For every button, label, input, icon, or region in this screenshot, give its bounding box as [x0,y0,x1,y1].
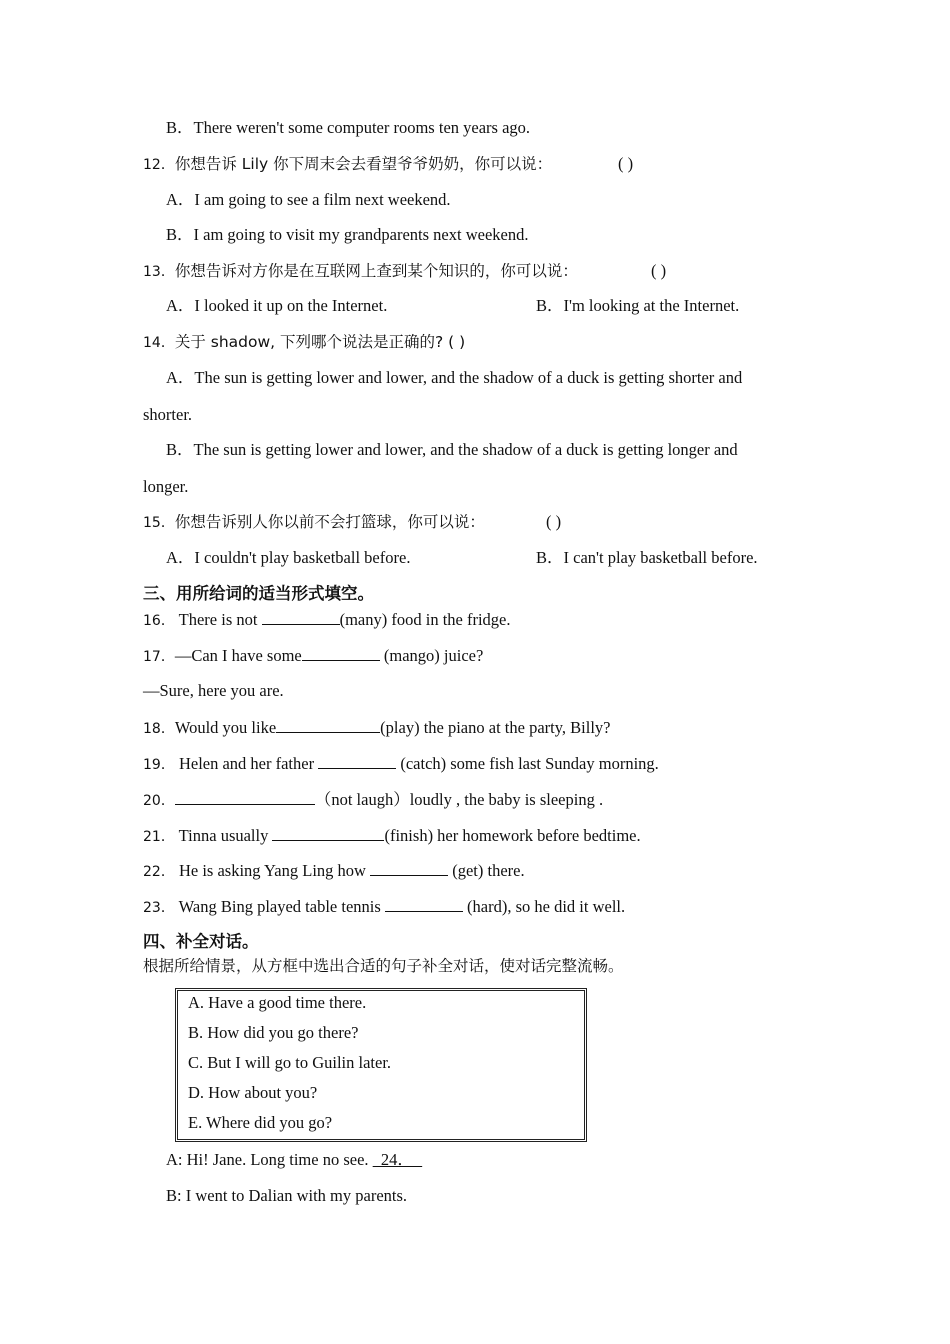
q13-option-b: B．I'm looking at the Internet. [536,296,740,315]
dialogue-blank-24[interactable]: 24． [372,1150,423,1169]
q16-number: 16． [143,613,175,629]
q16-blank[interactable] [262,608,340,625]
q18-number: 18． [143,721,175,737]
dialogue-line-b: B: I went to Dalian with my parents. [166,1186,408,1205]
q12-option-a: A．I am going to see a film next weekend. [166,190,451,209]
q16-text-after: (many) food in the fridge. [339,610,511,629]
q14-option-b-cont: longer. [143,477,189,496]
q21-text-after: (finish) her homework before bedtime. [384,826,641,845]
option-e: E. Where did you go? [188,1113,333,1132]
q17-number: 17． [143,649,175,665]
q21-blank[interactable] [272,824,384,841]
dialogue-a-text: A: Hi! Jane. Long time no see. [166,1150,373,1169]
q18-text-after: (play) the piano at the party, Billy? [380,718,611,737]
q17 [143,644,483,667]
q18 [143,716,611,739]
dialogue-line-a [166,1150,422,1170]
q22-blank[interactable] [370,859,448,876]
q22 [143,859,525,882]
q17-text-after: (mango) juice? [379,646,484,665]
q19-text-after: (catch) some fish last Sunday morning. [396,754,659,773]
q18-blank[interactable] [276,716,380,733]
q17-reply: —Sure, here you are. [143,681,284,700]
q20 [143,788,603,811]
q20-text-after: （not laugh）loudly , the baby is sleeping . [314,790,604,809]
q20-blank[interactable] [175,788,315,805]
section3-title: 三、用所给词的适当形式填空。 [143,584,374,603]
q13-text: 你想告诉对方你是在互联网上查到某个知识的，你可以说： [174,262,578,280]
q19-number: 19． [143,757,175,773]
q12-text: 你想告诉 Lily 你下周末会去看望爷爷奶奶，你可以说： [174,155,553,173]
q23 [143,895,625,918]
q17-blank[interactable] [302,644,380,661]
q13-answer-paren: ( ) [651,261,667,280]
section4-title: 四、补全对话。 [143,932,259,951]
q14-text: 关于 shadow, 下列哪个说法是正确的? ( ) [174,333,466,351]
option-b: B. How did you go there? [188,1023,359,1042]
q22-text-before: He is asking Yang Ling how [178,861,371,880]
options-box [175,988,587,1142]
q21 [143,824,641,847]
q11-option-b: B．There weren't some computer rooms ten years ago. [166,118,531,137]
q23-blank[interactable] [385,895,463,912]
q14-option-a-cont: shorter. [143,405,193,424]
q15-text: 你想告诉别人你以前不会打篮球，你可以说： [174,513,485,531]
q15-answer-paren: ( ) [546,512,562,531]
q17-text-before: —Can I have some [174,646,302,665]
option-d: D. How about you? [188,1083,318,1102]
q22-number: 22． [143,864,175,880]
q20-number: 20． [143,793,175,809]
option-a: A. Have a good time there. [188,993,367,1012]
q13-number: 13． [143,264,175,280]
q14-option-b: B．The sun is getting lower and lower, and the shadow of a duck is getting longer and [166,440,738,459]
q19-text-before: Helen and her father [178,754,319,773]
q15-option-a: A．I couldn't play basketball before. [166,548,411,567]
q16-text-before: There is not [178,610,262,629]
q19-blank[interactable] [318,752,396,769]
q23-number: 23． [143,900,175,916]
section4-instruction: 根据所给情景，从方框中选出合适的句子补全对话，使对话完整流畅。 [143,957,624,975]
q12-stem [143,154,552,175]
q21-text-before: Tinna usually [178,826,273,845]
q19 [143,752,659,775]
q12-number: 12． [143,157,175,173]
q13-option-a: A．I looked it up on the Internet. [166,296,388,315]
q21-number: 21． [143,829,175,845]
q14-stem [143,332,465,353]
option-c: C. But I will go to Guilin later. [188,1053,392,1072]
q15-number: 15． [143,515,175,531]
q18-text-before: Would you like [174,718,277,737]
q23-text-after: (hard), so he did it well. [462,897,626,916]
q13-stem [143,261,578,282]
q22-text-after: (get) there. [448,861,525,880]
q12-answer-paren: ( ) [618,154,634,173]
q23-text-before: Wang Bing played table tennis [178,897,385,916]
q14-number: 14． [143,335,175,351]
q15-option-b: B．I can't play basketball before. [536,548,758,567]
q14-option-a: A．The sun is getting lower and lower, and the shadow of a duck is getting shorter and [166,368,743,387]
q16 [143,608,511,631]
q12-option-b: B．I am going to visit my grandparents next weekend. [166,225,529,244]
q15-stem [143,512,485,533]
